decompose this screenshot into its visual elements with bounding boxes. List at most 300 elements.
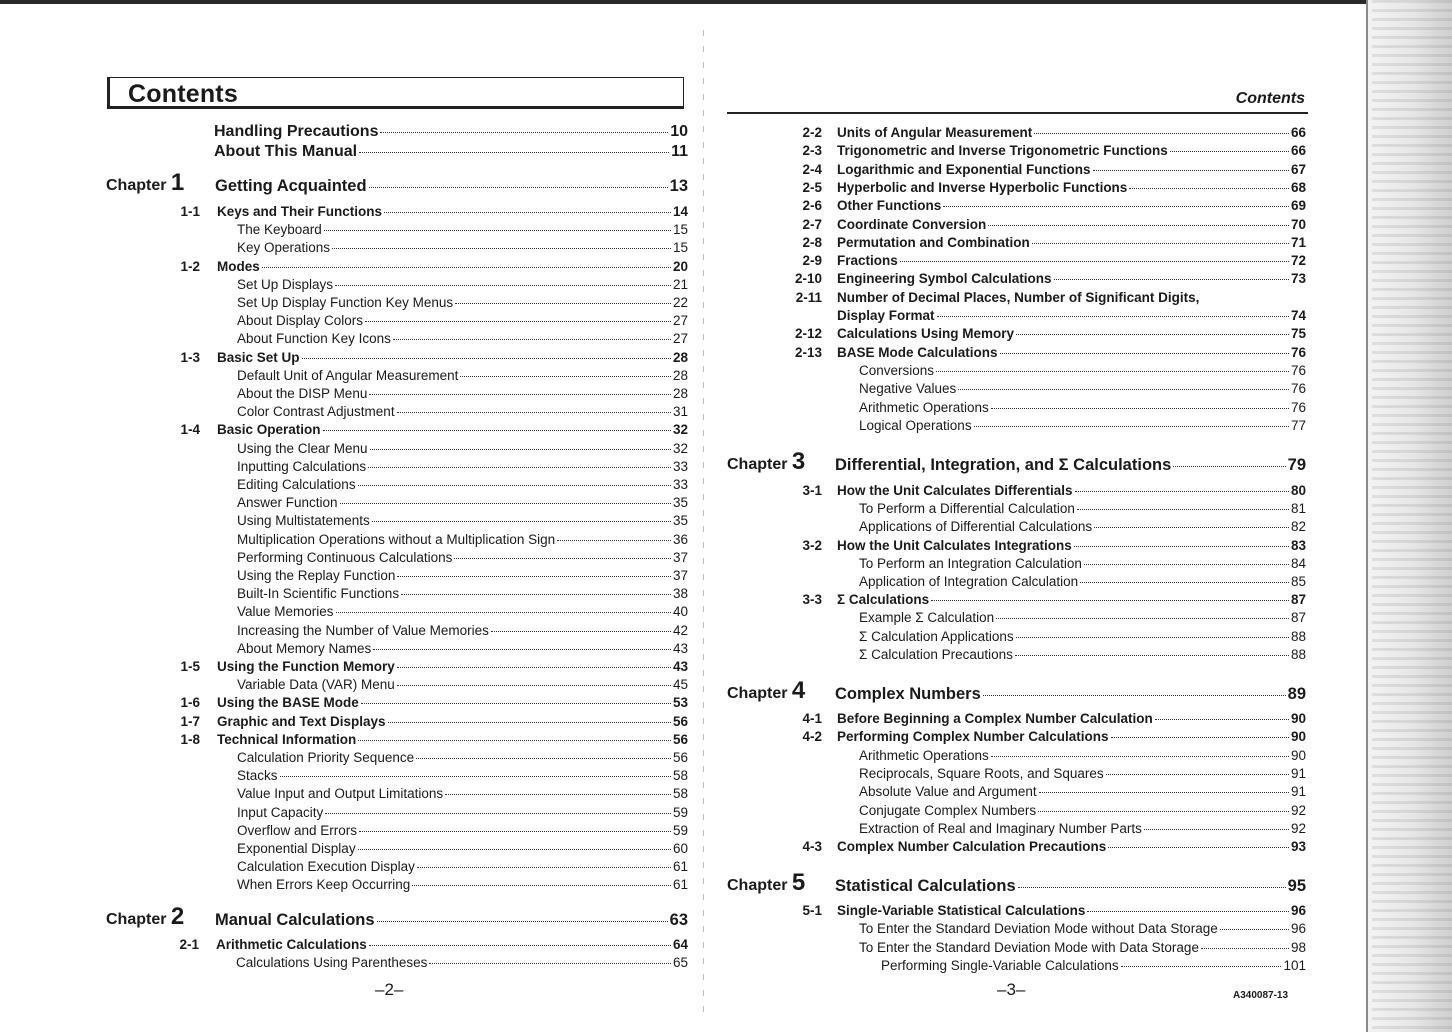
leader-dots [1220,929,1289,930]
toc-entry[interactable] [237,404,688,419]
toc-entry[interactable] [859,784,1306,799]
toc-entry[interactable] [237,441,688,456]
section-number: 1-6 [180,695,200,711]
toc-entry[interactable] [217,204,688,219]
leader-dots [1129,188,1289,189]
section-number: 2-3 [802,143,822,159]
entry-title: Set Up Display Function Key Menus [237,295,454,310]
toc-entry[interactable] [859,803,1306,818]
page-number: 53 [672,695,688,711]
page-number: 88 [1290,628,1306,644]
toc-entry[interactable] [837,180,1306,195]
entry-title: Using the BASE Mode [217,695,359,711]
page-number: 101 [1283,958,1306,974]
page-number: 72 [1290,253,1306,269]
toc-entry[interactable] [859,766,1306,781]
entry-title: Value Memories [237,604,334,620]
leader-dots [936,371,1289,372]
chapter-label [106,903,184,931]
toc-entry[interactable] [837,162,1306,177]
leader-dots [1094,527,1289,528]
toc-entry[interactable] [237,677,688,692]
page-folio-left: –2– [375,980,404,999]
running-head: Contents [1235,90,1305,107]
leader-dots [1093,170,1289,171]
page-number: 37 [672,549,688,565]
page-number: 32 [672,422,688,438]
toc-entry[interactable] [237,604,688,619]
chapter-word: Chapter [106,177,171,194]
toc-entry[interactable] [237,513,688,528]
toc-entry[interactable] [217,695,688,710]
entry-title: Statistical Calculations [835,877,1016,895]
toc-entry[interactable] [217,714,688,729]
entry-title: When Errors Keep Occurring [237,877,411,893]
page-number: 59 [672,804,688,820]
toc-entry[interactable] [837,143,1306,158]
section-number: 2-5 [802,179,822,195]
entry-title: Multiplication Operations without a Multiplication Sign [237,531,556,547]
entry-title: Single-Variable Statistical Calculations [837,903,1086,918]
toc-entry[interactable] [237,386,688,401]
page-number: 76 [1290,399,1306,415]
toc-entry[interactable] [837,326,1306,341]
page-number: 15 [672,222,688,238]
page-number: 91 [1290,784,1306,800]
leader-dots [1170,151,1289,152]
page-number: 22 [672,295,688,310]
leader-dots [1173,466,1285,467]
section-number: 3-2 [802,537,822,553]
leader-dots [397,412,671,413]
page-number: 35 [672,495,688,511]
entry-title: Modes [217,258,260,274]
toc-entry[interactable] [217,350,688,365]
page-number: 80 [1290,483,1306,498]
page-number: 64 [672,937,688,952]
toc-entry[interactable] [881,958,1306,973]
section-number: 2-10 [794,271,822,287]
entry-title: Calculation Execution Display [237,859,415,875]
leader-dots [336,612,671,613]
section-number: 2-4 [802,161,822,177]
book-spine [703,30,704,1020]
chapter-word: Chapter [106,911,171,928]
entry-title: Logical Operations [859,417,972,433]
leader-dots [358,485,671,486]
toc-entry[interactable] [859,556,1306,571]
page-number: 81 [1290,501,1306,517]
entry-title: Hyperbolic and Inverse Hyperbolic Functions [837,179,1128,195]
toc-entry[interactable] [237,568,688,583]
page-number: 77 [1290,417,1306,433]
page-number: 61 [672,877,688,893]
page-number: 87 [1290,592,1306,608]
leader-dots [335,285,671,286]
entry-title: Other Functions [837,198,942,214]
leader-dots [323,430,671,431]
toc-entry[interactable] [237,586,688,601]
toc-entry[interactable] [237,368,688,383]
leader-dots [455,303,671,304]
leader-dots [1039,792,1289,793]
page-number: 61 [672,859,688,875]
toc-entry[interactable] [237,641,688,656]
page-number: 59 [672,822,688,838]
section-number: 2-13 [794,344,822,360]
leader-dots [1111,737,1289,738]
page-number: 28 [672,349,688,365]
toc-entry[interactable] [237,331,688,346]
page-number: 96 [1290,903,1306,918]
chapter-label [727,448,805,476]
page-number: 84 [1290,555,1306,571]
leader-dots [1075,491,1289,492]
leader-dots [370,449,671,450]
page-number: 14 [672,204,688,219]
toc-entry[interactable] [859,363,1306,378]
toc-entry[interactable] [837,308,1306,323]
toc-entry[interactable] [237,786,688,801]
leader-dots [358,740,671,741]
page-edge-shadow [1372,0,1452,1032]
toc-entry[interactable] [835,456,1306,475]
leader-dots [1054,279,1289,280]
chapter-word: Chapter [727,685,792,702]
chapter-number: 1 [170,169,185,196]
entry-title: To Enter the Standard Deviation Mode without Data Storage [859,921,1218,937]
entry-title: Basic Operation [217,422,321,438]
entry-title: Using the Function Memory [217,659,395,674]
leader-dots [1015,655,1289,656]
toc-entry[interactable] [859,748,1306,763]
entry-title: Using the Replay Function [237,568,396,583]
leader-dots [302,358,671,359]
entry-title: Engineering Symbol Calculations [837,271,1052,287]
section-number: 1-4 [180,422,200,438]
entry-title: Complex Number Calculation Precautions [837,839,1107,855]
leader-dots [365,321,671,322]
document-code: A340087-13 [1233,990,1289,1001]
toc-entry[interactable] [859,921,1306,936]
page-number: 95 [1287,877,1306,895]
page-number: 70 [1290,216,1306,232]
leader-dots [445,794,671,795]
section-number: 5-1 [802,903,822,918]
toc-entry[interactable] [859,940,1306,955]
page-number: 28 [672,367,688,383]
toc-entry[interactable] [837,125,1306,140]
leader-dots [557,540,671,541]
leader-dots [937,316,1289,317]
toc-entry[interactable] [217,659,688,674]
leader-dots [1074,546,1289,547]
leader-dots [454,558,671,559]
entry-title: Reciprocals, Square Roots, and Squares [859,765,1104,781]
chapter-label [106,169,184,197]
toc-entry[interactable] [237,277,688,292]
entry-title: Performing Continuous Calculations [237,549,453,565]
leader-dots [1201,948,1289,949]
page-number: 58 [672,768,688,784]
toc-entry[interactable] [237,768,688,783]
page-number: 90 [1290,747,1306,763]
leader-dots [991,756,1289,757]
toc-entry[interactable] [837,483,1306,498]
leader-dots [388,722,671,723]
leader-dots [1018,887,1286,888]
entry-title: Negative Values [859,381,957,397]
entry-title: Manual Calculations [215,911,375,929]
section-number: 3-3 [802,592,822,608]
toc-entry[interactable] [237,550,688,565]
page-number: 27 [672,313,688,329]
leader-dots [373,649,671,650]
leader-dots [397,576,671,577]
entry-title: Variable Data (VAR) Menu [237,677,395,693]
section-number: 2-2 [802,125,822,140]
toc-entry[interactable] [837,235,1306,250]
toc-entry[interactable] [837,711,1306,726]
leader-dots [1016,334,1289,335]
toc-entry[interactable] [217,259,688,274]
page-number: 33 [672,477,688,492]
entry-title: Arithmetic Calculations [216,937,367,952]
contents-title: Contents [128,80,238,108]
page-number: 74 [1290,308,1306,323]
page-number: 71 [1290,234,1306,250]
toc-entry[interactable] [837,217,1306,232]
toc-entry[interactable] [859,647,1306,662]
toc-entry[interactable] [216,937,688,952]
toc-entry[interactable] [237,877,688,892]
page-number: 37 [672,568,688,583]
entry-title: Using Multistatements [237,513,370,529]
leader-dots [359,831,671,832]
page-number: 43 [672,659,688,674]
entry-title: Complex Numbers [835,685,981,703]
page-number: 83 [1290,537,1306,553]
toc-entry[interactable] [237,823,688,838]
entry-title: Basic Set Up [217,349,300,365]
toc-entry[interactable] [237,750,688,765]
entry-title: Technical Information [217,731,357,747]
toc-entry[interactable] [837,592,1306,607]
toc-entry[interactable] [859,821,1306,836]
leader-dots [1144,829,1289,830]
page-number: 42 [672,622,688,638]
entry-title: Calculations Using Memory [837,326,1015,342]
entry-title: Conversions [859,362,935,378]
leader-dots [416,758,671,759]
leader-dots [368,467,671,468]
entry-title: About the DISP Menu [237,386,368,401]
toc-entry[interactable] [217,422,688,437]
toc-entry[interactable] [859,574,1306,589]
page-number: 45 [672,677,688,693]
page-number: 67 [1290,161,1306,177]
entry-title: Stacks [237,768,278,784]
toc-entry[interactable] [237,805,688,820]
leader-dots [988,225,1289,226]
page-number: 35 [672,513,688,529]
leader-dots [1034,133,1289,134]
toc-entry[interactable] [237,532,688,547]
entry-title: Application of Integration Calculation [859,574,1079,589]
page-folio-right: –3– [997,980,1026,999]
page-number: 21 [672,276,688,292]
toc-entry[interactable] [837,290,1306,305]
leader-dots [1077,509,1289,510]
page-number: 92 [1290,802,1306,818]
toc-entry[interactable] [837,198,1306,213]
leader-dots [384,212,671,213]
page-number: 40 [672,604,688,620]
entry-title: Graphic and Text Displays [217,713,386,729]
toc-entry[interactable] [237,841,688,856]
entry-title: Using the Clear Menu [237,440,368,456]
page-number: 87 [1290,610,1306,626]
section-number: 2-11 [795,289,822,305]
entry-title: Fractions [837,253,898,269]
section-number: 4-1 [802,711,822,726]
toc-entry[interactable] [859,400,1306,415]
toc-entry[interactable] [859,381,1306,396]
entry-title: Input Capacity [237,804,324,820]
leader-dots [491,631,671,632]
entry-title: Overflow and Errors [237,822,358,838]
section-number: 1-7 [180,713,200,729]
section-number: 2-9 [802,253,822,269]
entry-title: Increasing the Number of Value Memories [237,622,489,638]
toc-entry[interactable] [859,610,1306,625]
leader-dots [1032,243,1289,244]
toc-entry[interactable] [237,313,688,328]
toc-entry[interactable] [837,253,1306,268]
entry-title: About Display Colors [237,313,364,329]
entry-title: Color Contrast Adjustment [237,404,395,420]
toc-entry[interactable] [217,732,688,747]
page-number: 38 [672,586,688,602]
page-number: 91 [1290,765,1306,781]
toc-entry[interactable] [237,859,688,874]
entry-title: Absolute Value and Argument [859,784,1037,800]
chapter-number: 5 [791,869,806,896]
page-number: 82 [1290,519,1306,535]
leader-dots [1084,564,1289,565]
entry-title: Answer Function [237,495,338,511]
entry-title: The Keyboard [237,222,322,238]
toc-entry[interactable] [837,729,1306,744]
left-page [0,0,703,1032]
entry-title: Getting Acquainted [215,177,367,195]
chapter-word: Chapter [727,456,792,473]
page-number: 89 [1287,685,1306,703]
page-number: 92 [1290,820,1306,836]
entry-title: Value Input and Output Limitations [237,786,444,802]
toc-entry[interactable] [237,623,688,638]
leader-dots [361,703,671,704]
page-number: 58 [672,786,688,802]
leader-dots [325,813,671,814]
toc-entry[interactable] [837,538,1306,553]
entry-title: Applications of Differential Calculations [859,519,1093,535]
page-number: 73 [1290,271,1306,287]
page-number: 93 [1290,839,1306,855]
section-number: 2-12 [794,326,822,342]
toc-entry[interactable] [835,685,1306,704]
entry-title: About Memory Names [237,640,372,656]
entry-title: Units of Angular Measurement [837,125,1033,140]
section-number: 2-7 [802,216,822,232]
entry-title: Set Up Displays [237,276,334,292]
page-number: 76 [1290,362,1306,378]
entry-title: To Perform a Differential Calculation [859,501,1075,517]
toc-entry[interactable] [837,839,1306,854]
toc-entry[interactable] [215,911,688,930]
chapter-number: 4 [791,677,806,704]
entry-title: Coordinate Conversion [837,216,987,232]
toc-entry[interactable] [237,495,688,510]
section-number: 1-3 [180,349,200,365]
chapter-label [727,677,805,705]
entry-title: Calculation Priority Sequence [237,750,415,765]
leader-dots [262,267,671,268]
leader-dots [931,600,1289,601]
leader-dots [900,261,1289,262]
toc-entry[interactable] [237,295,688,310]
leader-dots [369,945,671,946]
page-number: 88 [1290,646,1306,662]
page-number: 27 [672,331,688,347]
toc-entry[interactable] [837,271,1306,286]
toc-entry[interactable] [237,459,688,474]
toc-entry[interactable] [859,501,1306,516]
toc-entry[interactable] [214,123,688,141]
entry-title: To Perform an Integration Calculation [859,555,1082,571]
toc-entry[interactable] [837,903,1306,918]
chapter-word: Chapter [727,877,792,894]
leader-dots [369,394,671,395]
toc-entry[interactable] [859,418,1306,433]
toc-entry[interactable] [237,240,688,255]
page-number: 56 [672,713,688,729]
section-number: 1-1 [180,204,200,219]
leader-dots [1087,911,1289,912]
toc-entry[interactable] [214,143,688,161]
entry-title: Logarithmic and Exponential Functions [837,161,1091,177]
toc-entry[interactable] [215,177,688,196]
chapter-number: 2 [170,903,185,930]
leader-dots [397,667,671,668]
entry-title: About This Manual [214,143,358,160]
toc-entry[interactable] [237,477,688,492]
toc-entry[interactable] [835,877,1306,896]
entry-title: About Function Key Icons [237,331,391,347]
toc-entry[interactable] [837,345,1306,360]
leader-dots [332,248,671,249]
entry-title: Display Format [837,308,935,323]
section-number: 2-8 [802,234,822,250]
entry-title: Handling Precautions [214,123,379,140]
toc-entry[interactable] [859,629,1306,644]
entry-title: Exponential Display [237,841,356,856]
entry-title: Example Σ Calculation [859,610,995,626]
leader-dots [1155,719,1289,720]
toc-entry[interactable] [236,955,688,970]
toc-entry[interactable] [237,222,688,237]
toc-entry[interactable] [859,519,1306,534]
